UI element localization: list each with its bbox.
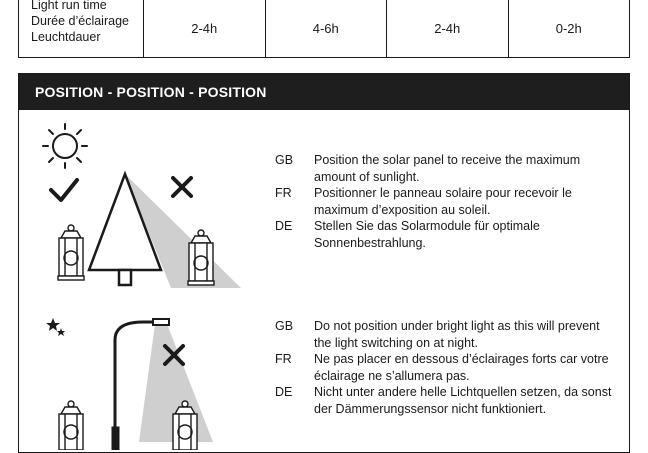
instruction-row: [275, 218, 615, 251]
language-code: FR: [275, 186, 292, 200]
section-title: POSITION - POSITION - POSITION: [19, 74, 629, 110]
position-section: [18, 73, 630, 453]
runtime-value-3: 2-4h: [387, 0, 509, 57]
instruction-row: [275, 185, 615, 218]
instruction-row: [275, 351, 615, 384]
language-code: GB: [275, 319, 294, 333]
language-code: DE: [275, 385, 293, 399]
instructions-block-2: [275, 318, 615, 417]
instruction-text: Do not position under bright light as this will prevent the light switching on at night.: [314, 319, 600, 350]
instruction-text: Stellen Sie das Solarmodule für optimale Sonnenbestrahlung.: [314, 219, 540, 250]
runtime-label-de: Leuchtdauer: [31, 30, 101, 44]
runtime-value-4: 0-2h: [555, 21, 582, 36]
streetlight-illustration: [33, 310, 263, 450]
instruction-text: Ne pas placer en dessous d’éclairages forts car votre éclairage ne s’allumera pas.: [314, 352, 609, 383]
instruction-text: Nicht unter andere helle Lichtquellen setzen, da sonst der Dämmerungssensor nicht funktioniert.: [314, 385, 612, 416]
lantern-icon: [188, 230, 214, 285]
moon-stars-icon: [46, 318, 83, 348]
language-code: GB: [275, 153, 294, 167]
lantern-icon: [59, 401, 83, 450]
checkmark-icon: [51, 180, 77, 200]
runtime-label-fr: Durée d’éclairage: [31, 14, 129, 28]
cross-icon: [173, 178, 191, 196]
runtime-label-cell: [19, 0, 144, 57]
language-code: FR: [275, 352, 292, 366]
instruction-row: [275, 384, 615, 417]
runtime-value-1: 2-4h: [144, 0, 266, 57]
instruction-text: Positionner le panneau solaire pour recevoir le maximum d’exposition au soleil.: [314, 186, 572, 217]
language-code: DE: [275, 219, 293, 233]
instructions-block-1: [275, 152, 615, 251]
instruction-row: [275, 318, 615, 351]
runtime-table: [18, 0, 630, 58]
lantern-icon: [58, 225, 84, 280]
sun-icon: [43, 124, 87, 168]
instruction-row: [275, 152, 615, 185]
sunlight-illustration: [33, 118, 263, 294]
runtime-label-en: Light run time: [31, 0, 107, 12]
runtime-value-2: 4-6h: [266, 0, 388, 57]
instruction-text: Position the solar panel to receive the maximum amount of sunlight.: [314, 153, 581, 184]
